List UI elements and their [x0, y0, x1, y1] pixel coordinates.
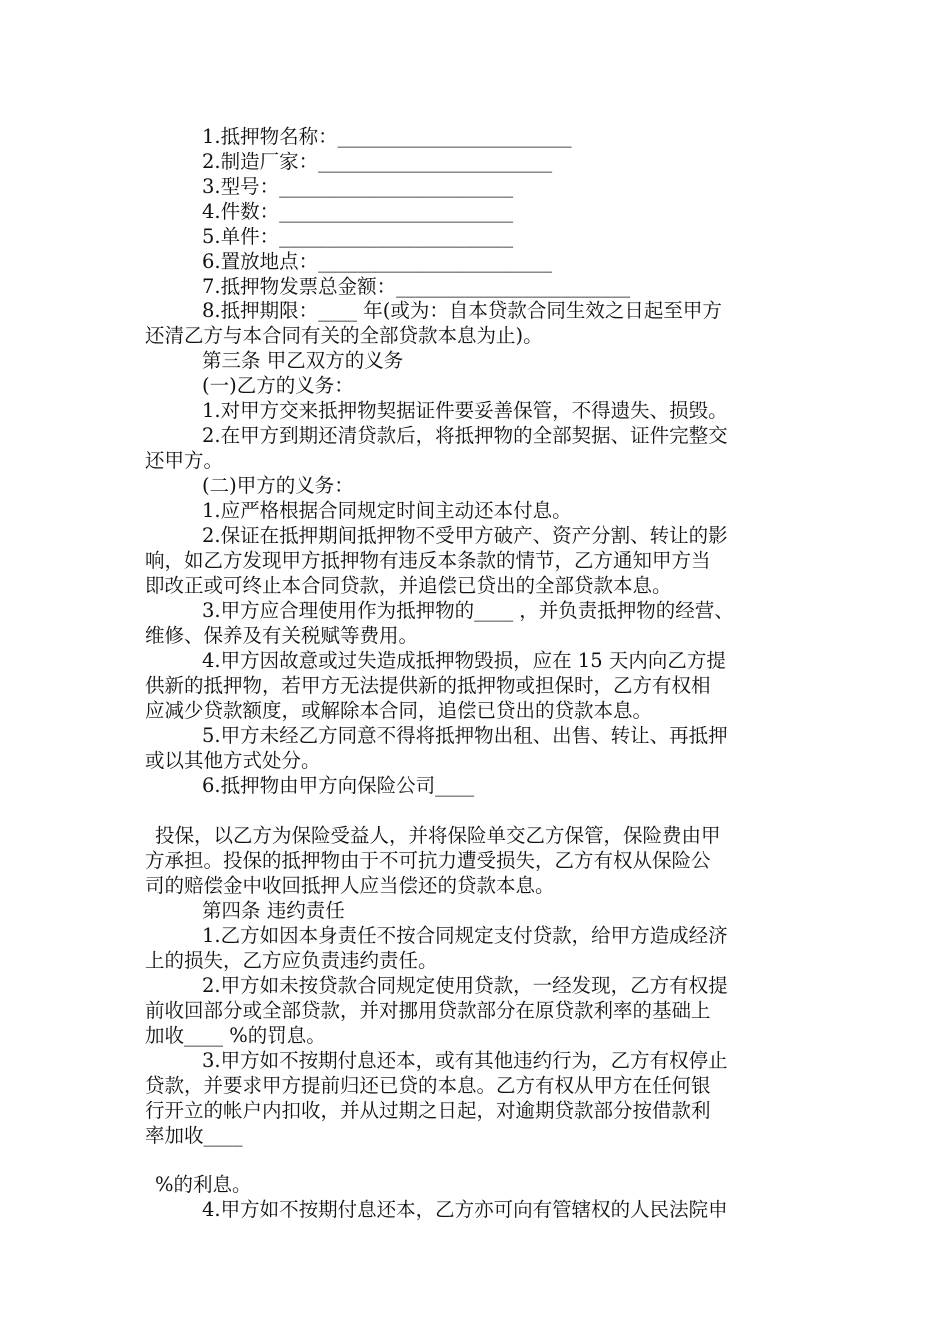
section-heading-article-3: 第三条 甲乙双方的义务 — [202, 349, 404, 372]
paragraph-line: 维修、保养及有关税赋等费用。 — [145, 624, 419, 647]
paragraph-line: 4.甲方如不按期付息还本，乙方亦可向有管辖权的人民法院申 — [202, 1198, 728, 1221]
item-location: 6.置放地点：________________________ — [202, 250, 553, 273]
paragraph-line: 前收回部分或全部贷款，并对挪用贷款部分在原贷款利率的基础上 — [145, 999, 711, 1022]
paragraph-line: 方承担。投保的抵押物由于不可抗力遭受损失，乙方有权从保险公 — [145, 849, 711, 872]
paragraph-line: 3.甲方如不按期付息还本，或有其他违约行为，乙方有权停止 — [202, 1049, 728, 1072]
paragraph-line: 还甲方。 — [145, 449, 224, 472]
paragraph-line: 即改正或可终止本合同贷款，并追偿已贷出的全部贷款本息。 — [145, 574, 672, 597]
paragraph-line: 贷款，并要求甲方提前归还已贷的本息。乙方有权从甲方在任何银 — [145, 1074, 711, 1097]
paragraph-line: %的利息。 — [155, 1173, 252, 1196]
paragraph-line: 行开立的帐户内扣收，并从过期之日起，对逾期贷款部分按借款利 — [145, 1099, 711, 1122]
paragraph-line: 3.甲方应合理使用作为抵押物的____ ，并负责抵押物的经营、 — [202, 599, 734, 622]
item-quantity: 4.件数：________________________ — [202, 200, 514, 223]
paragraph-line: 加收____ %的罚息。 — [145, 1024, 326, 1047]
item-collateral-name: 1.抵押物名称：________________________ — [202, 125, 572, 148]
item-invoice-amount: 7.抵押物发票总金额：________________________ — [202, 275, 631, 298]
paragraph-line: 1.乙方如因本身责任不按合同规定支付贷款，给甲方造成经济 — [202, 924, 728, 947]
item-model: 3.型号：________________________ — [202, 175, 514, 198]
item-manufacturer: 2.制造厂家：________________________ — [202, 150, 553, 173]
paragraph-line: 上的损失，乙方应负责违约责任。 — [145, 949, 438, 972]
paragraph-line: 1.对甲方交来抵押物契据证件要妥善保管，不得遗失、损毁。 — [202, 399, 728, 422]
paragraph-line: 投保，以乙方为保险受益人，并将保险单交乙方保管，保险费由甲 — [155, 824, 721, 847]
paragraph-line: 供新的抵押物，若甲方无法提供新的抵押物或担保时，乙方有权相 — [145, 674, 711, 697]
paragraph-line: 1.应严格根据合同规定时间主动还本付息。 — [202, 499, 572, 522]
paragraph-line: 响，如乙方发现甲方抵押物有违反本条款的情节，乙方通知甲方当 — [145, 549, 711, 572]
subsection-heading-party-a: (二)甲方的义务： — [202, 474, 354, 497]
paragraph-line: 2.在甲方到期还清贷款后，将抵押物的全部契据、证件完整交 — [202, 424, 728, 447]
paragraph-line: 司的赔偿金中收回抵押人应当偿还的贷款本息。 — [145, 874, 555, 897]
item-unit: 5.单件：________________________ — [202, 225, 514, 248]
item-mortgage-term: 8.抵押期限：____ 年(或为：自本贷款合同生效之日起至甲方 — [202, 299, 722, 322]
paragraph-line: 6.抵押物由甲方向保险公司____ — [202, 774, 475, 797]
paragraph-line: 或以其他方式处分。 — [145, 749, 321, 772]
paragraph-line: 2.保证在抵押期间抵押物不受甲方破产、资产分割、转让的影 — [202, 524, 728, 547]
paragraph-line: 5.甲方未经乙方同意不得将抵押物出租、出售、转让、再抵押 — [202, 724, 728, 747]
paragraph-line: 应减少贷款额度，或解除本合同，追偿已贷出的贷款本息。 — [145, 699, 653, 722]
paragraph-line: 还清乙方与本合同有关的全部贷款本息为止)。 — [145, 324, 543, 347]
paragraph-line: 4.甲方因故意或过失造成抵押物毁损，应在 15 天内向乙方提 — [202, 649, 726, 672]
subsection-heading-party-b: (一)乙方的义务： — [202, 374, 354, 397]
paragraph-line: 率加收____ — [145, 1124, 243, 1147]
paragraph-line: 2.甲方如未按贷款合同规定使用贷款，一经发现，乙方有权提 — [202, 974, 728, 997]
section-heading-article-4: 第四条 违约责任 — [202, 899, 345, 922]
